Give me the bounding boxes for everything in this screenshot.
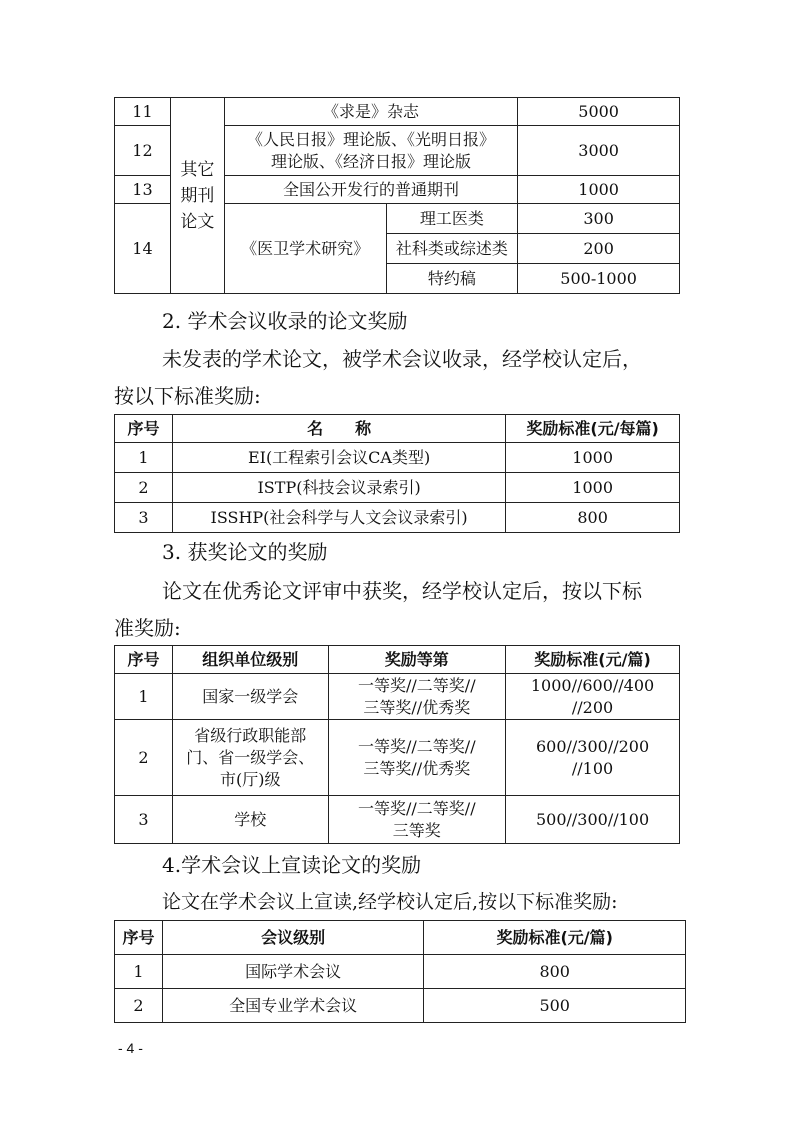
section-heading: 2. 学术会议收录的论文奖励: [162, 309, 408, 333]
row-number: 14: [115, 204, 171, 294]
section-heading: 3. 获奖论文的奖励: [162, 540, 328, 564]
table-row: [115, 503, 680, 533]
reward-amount: 1000: [518, 176, 680, 204]
row-number: 11: [115, 98, 171, 126]
row-number: 2: [115, 720, 173, 796]
reward-amount: 3000: [518, 126, 680, 176]
column-header: 奖励标准(元/篇): [424, 921, 686, 955]
row-number: 3: [115, 796, 173, 844]
reward-amount: 500: [424, 989, 686, 1023]
column-header: 会议级别: [162, 921, 424, 955]
row-number: 1: [115, 443, 173, 473]
journal-name: 《求是》杂志: [224, 98, 517, 126]
row-number: 1: [115, 674, 173, 720]
conference-level: 全国专业学术会议: [162, 989, 424, 1023]
paragraph: 未发表的学术论文，被学术会议收录，经学校认定后，: [162, 347, 642, 371]
row-number: 13: [115, 176, 171, 204]
column-header: 名 称: [172, 415, 505, 443]
reward-amount: 500-1000: [518, 264, 680, 294]
row-number: 1: [115, 955, 163, 989]
table-row: [115, 98, 680, 126]
table-row: [115, 796, 680, 844]
row-number: 12: [115, 126, 171, 176]
column-header: 序号: [115, 646, 173, 674]
section-heading: 4.学术会议上宣读论文的奖励: [162, 853, 422, 877]
conference-level: 国际学术会议: [162, 955, 424, 989]
journal-name: 全国公开发行的普通期刊: [224, 176, 517, 204]
reward-amount: 600//300//200 //100: [506, 720, 680, 796]
reward-amount: 1000//600//400 //200: [506, 674, 680, 720]
table-row: [115, 720, 680, 796]
reward-amount: 800: [424, 955, 686, 989]
journal-name: 《医卫学术研究》: [224, 204, 386, 294]
award-paper-table: [114, 645, 680, 844]
presentation-reward-table: [114, 920, 686, 1023]
sub-type: 社科类或综述类: [386, 234, 518, 264]
table-header-row: [115, 415, 680, 443]
reward-amount: 5000: [518, 98, 680, 126]
column-header: 序号: [115, 921, 163, 955]
row-number: 2: [115, 989, 163, 1023]
table-row: [115, 473, 680, 503]
row-number: 3: [115, 503, 173, 533]
reward-amount: 1000: [506, 443, 680, 473]
column-header: 奖励标准(元/每篇): [506, 415, 680, 443]
table-row: [115, 674, 680, 720]
paragraph: 按以下标准奖励:: [114, 384, 261, 408]
paragraph: 论文在学术会议上宣读,经学校认定后,按以下标准奖励:: [162, 891, 618, 913]
column-header: 奖励标准(元/篇): [506, 646, 680, 674]
column-header: 序号: [115, 415, 173, 443]
table-row: [115, 989, 686, 1023]
column-header: 奖励等第: [328, 646, 506, 674]
award-grade: 一等奖//二等奖// 三等奖//优秀奖: [328, 720, 506, 796]
table-header-row: [115, 921, 686, 955]
reward-amount: 800: [506, 503, 680, 533]
index-name: ISTP(科技会议录索引): [172, 473, 505, 503]
reward-amount: 200: [518, 234, 680, 264]
category-cell: 其它 期刊 论文: [170, 98, 224, 294]
row-number: 2: [115, 473, 173, 503]
reward-amount: 1000: [506, 473, 680, 503]
conference-reward-table: [114, 414, 680, 533]
sub-type: 特约稿: [386, 264, 518, 294]
index-name: EI(工程索引会议CA类型): [172, 443, 505, 473]
organizer-level: 国家一级学会: [172, 674, 328, 720]
award-grade: 一等奖//二等奖// 三等奖//优秀奖: [328, 674, 506, 720]
paragraph: 论文在优秀论文评审中获奖，经学校认定后，按以下标: [162, 579, 642, 603]
reward-amount: 300: [518, 204, 680, 234]
table-row: [115, 955, 686, 989]
table-row: [115, 443, 680, 473]
journal-reward-table: [114, 97, 680, 294]
award-grade: 一等奖//二等奖// 三等奖: [328, 796, 506, 844]
reward-amount: 500//300//100: [506, 796, 680, 844]
journal-name: 《人民日报》理论版、《光明日报》 理论版、《经济日报》理论版: [224, 126, 517, 176]
column-header: 组织单位级别: [172, 646, 328, 674]
page-number: - 4 -: [118, 1040, 143, 1056]
organizer-level: 学校: [172, 796, 328, 844]
sub-type: 理工医类: [386, 204, 518, 234]
index-name: ISSHP(社会科学与人文会议录索引): [172, 503, 505, 533]
table-header-row: [115, 646, 680, 674]
paragraph: 准奖励:: [114, 616, 181, 640]
organizer-level: 省级行政职能部 门、省一级学会、 市(厅)级: [172, 720, 328, 796]
